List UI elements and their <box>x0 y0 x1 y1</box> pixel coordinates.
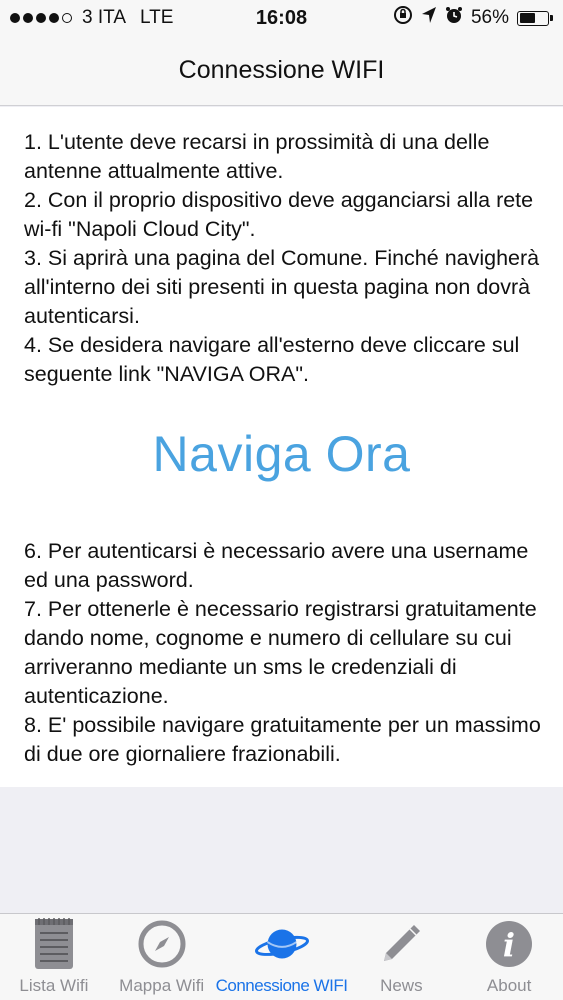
carrier-name: 3 ITA <box>82 7 126 28</box>
status-right <box>353 5 553 31</box>
pencil-icon <box>373 916 429 972</box>
tab-label: Connessione WIFI <box>215 976 348 995</box>
planet-icon <box>254 916 310 972</box>
tab-about[interactable] <box>455 914 563 1000</box>
tab-lista-wifi[interactable] <box>0 914 108 1000</box>
status-time: 16:08 <box>255 6 308 29</box>
compass-icon <box>134 916 190 972</box>
tab-label: Lista Wifi <box>19 976 89 995</box>
navigation-bar <box>0 36 563 106</box>
battery-percent: 56% <box>470 7 509 28</box>
status-left <box>10 7 210 29</box>
signal-strength-icon <box>10 13 72 23</box>
page-title: Connessione WIFI <box>178 56 385 84</box>
tab-mappa-wifi[interactable] <box>108 914 216 1000</box>
tab-bar <box>0 913 563 1000</box>
tab-label: Mappa Wifi <box>119 976 205 995</box>
notepad-icon <box>26 916 82 972</box>
info-icon <box>481 916 537 972</box>
battery-icon <box>517 11 553 26</box>
location-arrow-icon <box>421 6 437 30</box>
instructions-top: 1. L'utente deve recarsi in prossimità di una delle antenne attualmente attive. 2. Con il proprio dispositivo deve agganciarsi alla rete wi-fi "Napoli Cloud City". 3. Si aprirà una pagina del Comune. Finché navigherà all'interno dei siti presenti in questa pagina non dovrà autenticarsi. 4. Se desidera navigare all'esterno deve cliccare sul seguente link "NAVIGA ORA". <box>24 130 540 386</box>
instructions-bottom: 6. Per autenticarsi è necessario avere una username ed una password. 7. Per ottenerle è necessario registrarsi gratuitamente dando nome, cognome e numero di cellulare su cui arriveranno mediante un sms le credenziali di autenticazione. 8. E' possibile navigare gratuitamente per un massimo di due ore giornaliere frazionabili. <box>24 539 541 766</box>
tab-label: News <box>380 976 423 995</box>
tab-connessione-wifi[interactable] <box>216 914 348 1000</box>
naviga-ora-link[interactable]: Naviga Ora <box>152 426 411 482</box>
status-bar <box>0 0 563 36</box>
tab-label: About <box>486 976 532 995</box>
rotation-lock-icon <box>393 5 413 31</box>
tab-news[interactable] <box>347 914 455 1000</box>
svg-text:i: i <box>503 926 516 964</box>
alarm-icon <box>445 6 463 30</box>
main-content <box>0 107 563 787</box>
network-type: LTE <box>140 7 174 28</box>
